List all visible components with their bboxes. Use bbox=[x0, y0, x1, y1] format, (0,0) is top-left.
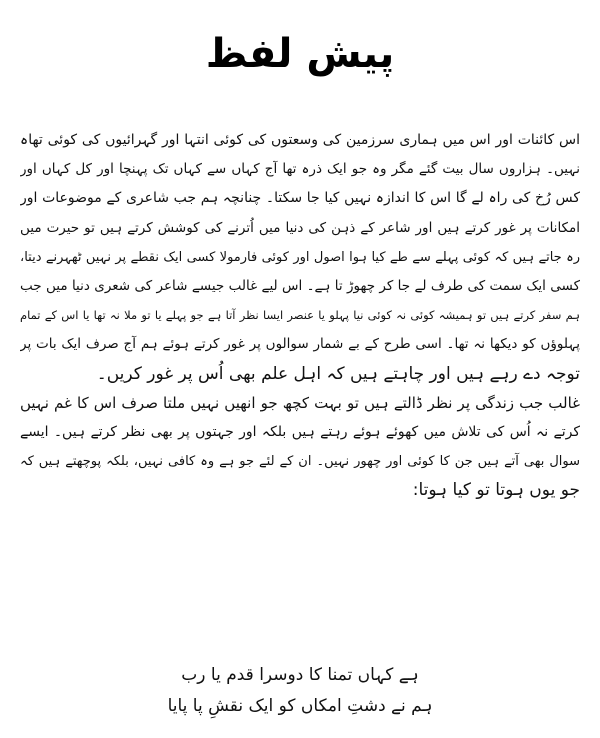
text-line: کسی ایک سمت کی طرف لے جا کر چھوڑ تا ہے۔ اس لیے غالب جیسے شاعر کی شعری دنیا میں جب bbox=[20, 277, 580, 294]
verse-line: ہے کہاں تمنا کا دوسرا قدم یا رب bbox=[181, 665, 419, 685]
verse-line: ہم نے دشتِ امکاں کو ایک نقشِ پا پایا bbox=[167, 696, 433, 716]
text-line: جو یوں ہوتا تو کیا ہوتا: bbox=[412, 480, 580, 501]
text-line: توجہ دے رہے ہیں اور چاہتے ہیں کہ اہل علم بھی اُس پر غور کریں۔ bbox=[96, 363, 580, 384]
text-line: غالب جب زندگی پر نظر ڈالتے ہیں تو بہت کچھ جو انھیں نہیں ملتا صرف اس کا غم نہیں bbox=[20, 393, 580, 412]
text-line: نہیں۔ ہزاروں سال بیت گئے مگر وہ جو ایک ذرہ تھا آج کہاں سے کہاں تک پہنچا اور کل کہاں اور bbox=[20, 161, 580, 178]
text-line: کس رُخ کی راہ لے گا اس کا اندازہ نہیں کیا جا سکتا۔ چنانچہ ہم جب شاعری کے موضوعات اور bbox=[20, 190, 580, 207]
text-line: ہم سفر کرتے ہیں تو ہمیشہ کوئی نہ کوئی نیا پہلو یا عنصر ایسا نظر آتا ہے جو پہلے یا تو ملا نہ تھا یا اس کے تمام bbox=[20, 308, 580, 323]
text-line: سوال بھی آتے ہیں جن کا کوئی اور چھور نہیں۔ ان کے لئے جو ہے وہ کافی نہیں، بلکہ پوچھتے ہیں کہ bbox=[20, 454, 580, 470]
text-line: کرتے نہ اُس کی تلاش میں کھوئے ہوئے رہتے ہیں بلکہ اور جہتوں پر بھی نظر کرتے ہیں۔ ایسے bbox=[20, 423, 580, 440]
text-line: اس کائنات اور اس میں ہماری سرزمین کی وسعتوں کی کوئی انتہا اور گہرائیوں کی کوئی تھاہ bbox=[20, 132, 580, 148]
body-text bbox=[20, 126, 580, 505]
text-line: امکانات پر غور کرتے ہیں اور شاعر کے ذہن کی دنیا میں اُترنے کی کوشش کرتے ہیں تو حیرت میں bbox=[20, 219, 580, 236]
text-line: پہلوؤں کو دیکھا نہ تھا۔ اسی طرح کے بے شمار سوالوں پر غور کرتے ہوئے ہم آج صرف ایک بات پر bbox=[20, 336, 580, 353]
page-title: پیش لفظ bbox=[205, 31, 395, 77]
text-line: رہ جاتے ہیں کہ کوئی پہلے سے طے کیا ہوا اصول اور کوئی فارمولا کسی ایک نقطے پر نہیں ٹھہرنے دیتا، bbox=[20, 249, 580, 265]
